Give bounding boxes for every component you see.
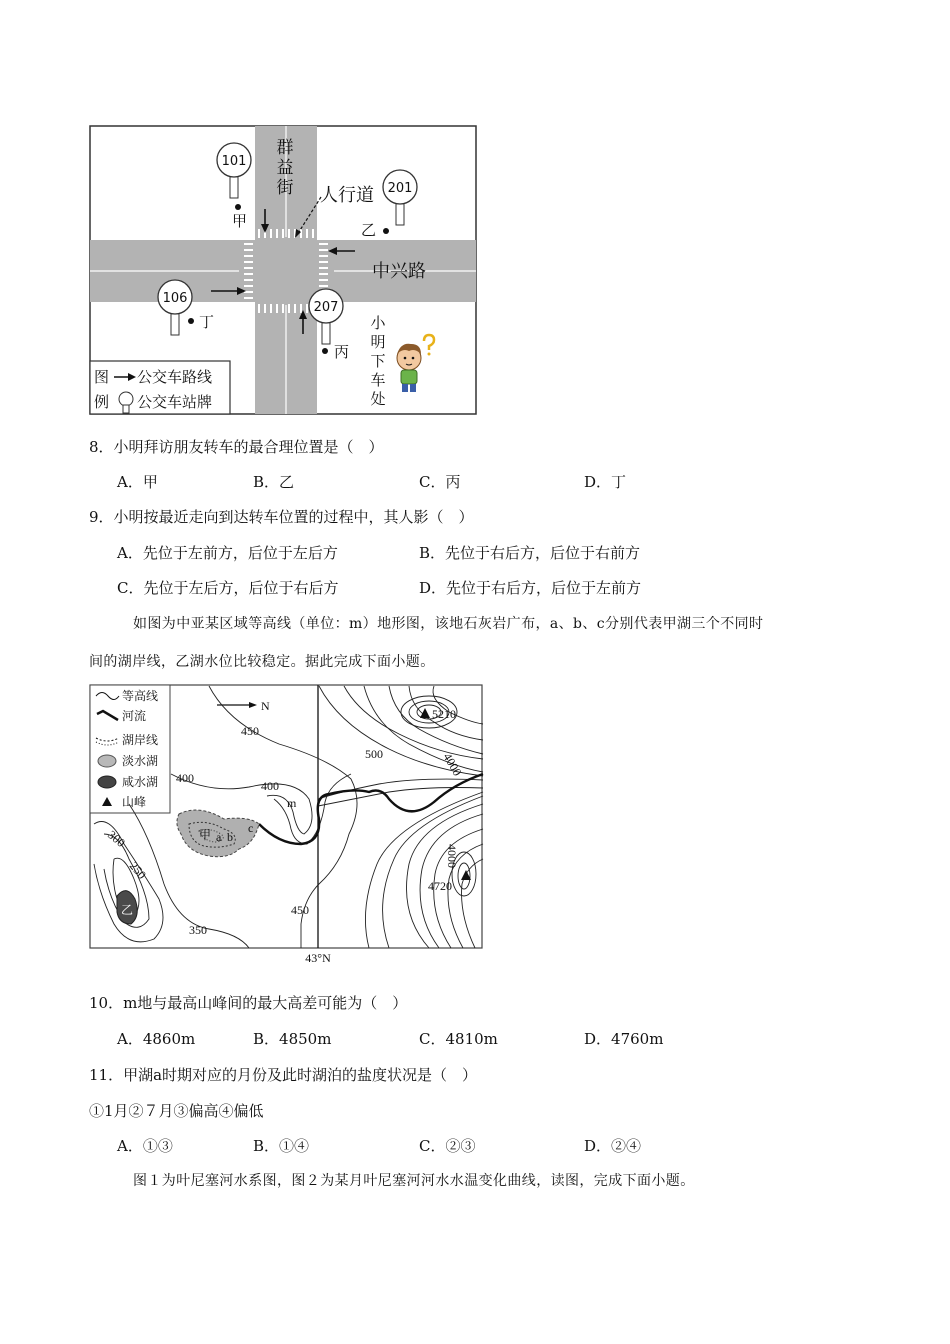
question-9: 9．小明按最近走向到达转车位置的过程中，其人影（ ） — [89, 508, 474, 526]
svg-text:山峰: 山峰 — [122, 795, 147, 809]
stop-label-jia: 甲 — [232, 212, 248, 230]
q10-option-d[interactable]: D．4760m — [584, 1030, 664, 1048]
intro-paragraph-line-2: 间的湖岸线，乙湖水位比较稳定。据此完成下面小题。 — [89, 654, 435, 670]
shore-a-label: a — [216, 830, 222, 844]
xiaoming-label-5: 处 — [370, 390, 386, 408]
svg-text:公交车站牌: 公交车站牌 — [137, 393, 213, 411]
contour-label-350: 350 — [189, 923, 207, 937]
contour-label-500: 500 — [365, 747, 383, 761]
contour-label-4000-right: 4000 — [445, 844, 459, 868]
svg-text:湖岸线: 湖岸线 — [122, 733, 159, 747]
bus-route-map — [89, 125, 479, 417]
shore-b-label: b — [227, 830, 233, 844]
svg-text:207: 207 — [313, 300, 339, 315]
peak-4720-label: 4720 — [428, 879, 452, 893]
svg-text:公交车路线: 公交车路线 — [137, 368, 213, 386]
q8-option-d[interactable]: D．丁 — [584, 473, 627, 491]
q9-option-b[interactable]: B．先位于右后方，后位于右前方 — [419, 544, 641, 562]
question-11: 11．甲湖a时期对应的月份及此时湖泊的盐度状况是（ ） — [89, 1066, 478, 1084]
intro-paragraph-line-1: 如图为中亚某区域等高线（单位：m）地形图，该地石灰岩广布，a、b、c分别代表甲湖三个不同时 — [133, 616, 764, 632]
road-name: 中兴路 — [372, 261, 426, 282]
contour-label-450-top: 450 — [241, 724, 259, 738]
street-name-char-1: 群 — [276, 138, 294, 158]
lake-jia-label: 甲 — [199, 828, 212, 842]
q10-option-c[interactable]: C．4810m — [419, 1030, 498, 1048]
q10-option-b[interactable]: B．4850m — [253, 1030, 332, 1048]
xiaoming-label-1: 小 — [370, 314, 386, 332]
svg-text:101: 101 — [221, 154, 247, 169]
stop-label-yi: 乙 — [361, 221, 377, 239]
stop-dot-jia — [235, 204, 241, 210]
svg-text:例: 例 — [94, 393, 110, 411]
contour-label-4000-top: 4000 — [440, 750, 465, 779]
lake-yi-label: 乙 — [121, 903, 134, 917]
svg-text:咸水湖: 咸水湖 — [122, 775, 159, 789]
q8-option-b[interactable]: B．乙 — [253, 473, 295, 491]
svg-text:201: 201 — [387, 181, 413, 196]
q9-option-c[interactable]: C．先位于左后方，后位于右后方 — [117, 579, 339, 597]
xiaoming-label-3: 下 — [370, 352, 386, 370]
q9-option-a[interactable]: A．先位于左前方，后位于左后方 — [117, 544, 338, 562]
contour-map — [89, 684, 485, 966]
stop-dot-yi — [383, 228, 389, 234]
map-legend — [90, 361, 230, 414]
q11-option-b[interactable]: B．①④ — [253, 1137, 310, 1155]
q10-option-a[interactable]: A．4860m — [117, 1030, 196, 1048]
question-8: 8．小明拜访朋友转车的最合理位置是（ ） — [89, 438, 384, 456]
svg-text:106: 106 — [162, 291, 188, 306]
xiaoming-label-4: 车 — [370, 371, 386, 389]
contour-label-400-mid: 400 — [261, 779, 279, 793]
q11-option-d[interactable]: D．②④ — [584, 1137, 642, 1155]
stop-dot-ding — [188, 318, 194, 324]
contour-legend — [90, 685, 170, 813]
contour-label-300: 300 — [105, 827, 128, 850]
street-name-char-3: 街 — [276, 178, 294, 198]
xiaoming-label-2: 明 — [370, 333, 386, 351]
q11-option-c[interactable]: C．②③ — [419, 1137, 476, 1155]
stop-label-bing: 丙 — [334, 343, 350, 361]
sidewalk-label: 人行道 — [320, 185, 374, 206]
question-10: 10．m地与最高山峰间的最大高差可能为（ ） — [89, 994, 408, 1012]
latitude-label: 43°N — [305, 951, 331, 965]
contour-label-450-bottom: 450 — [291, 903, 309, 917]
question-11-choices: ①1月②７月③偏高④偏低 — [89, 1102, 264, 1120]
q8-option-a[interactable]: A．甲 — [117, 473, 158, 491]
street-name-char-2: 益 — [276, 158, 294, 178]
point-m-label: m — [287, 796, 297, 810]
contour-label-400-left: 400 — [176, 771, 194, 785]
stop-dot-bing — [322, 348, 328, 354]
svg-text:河流: 河流 — [122, 709, 147, 723]
shore-c-label: c — [248, 821, 254, 835]
svg-text:图: 图 — [94, 368, 110, 386]
contour-label-250: 250 — [126, 858, 149, 882]
peak-5210-label: 5210 — [432, 707, 456, 721]
q11-option-a[interactable]: A．①③ — [117, 1137, 173, 1155]
svg-text:N: N — [261, 699, 270, 713]
q8-option-c[interactable]: C．丙 — [419, 473, 461, 491]
q9-option-d[interactable]: D．先位于右后方，后位于左前方 — [419, 579, 642, 597]
stop-label-ding: 丁 — [199, 313, 215, 331]
svg-text:等高线: 等高线 — [122, 689, 159, 703]
intro-paragraph-yenisei: 图１为叶尼塞河水系图，图２为某月叶尼塞河河水水温变化曲线，读图，完成下面小题。 — [133, 1173, 695, 1189]
svg-text:淡水湖: 淡水湖 — [122, 754, 159, 768]
